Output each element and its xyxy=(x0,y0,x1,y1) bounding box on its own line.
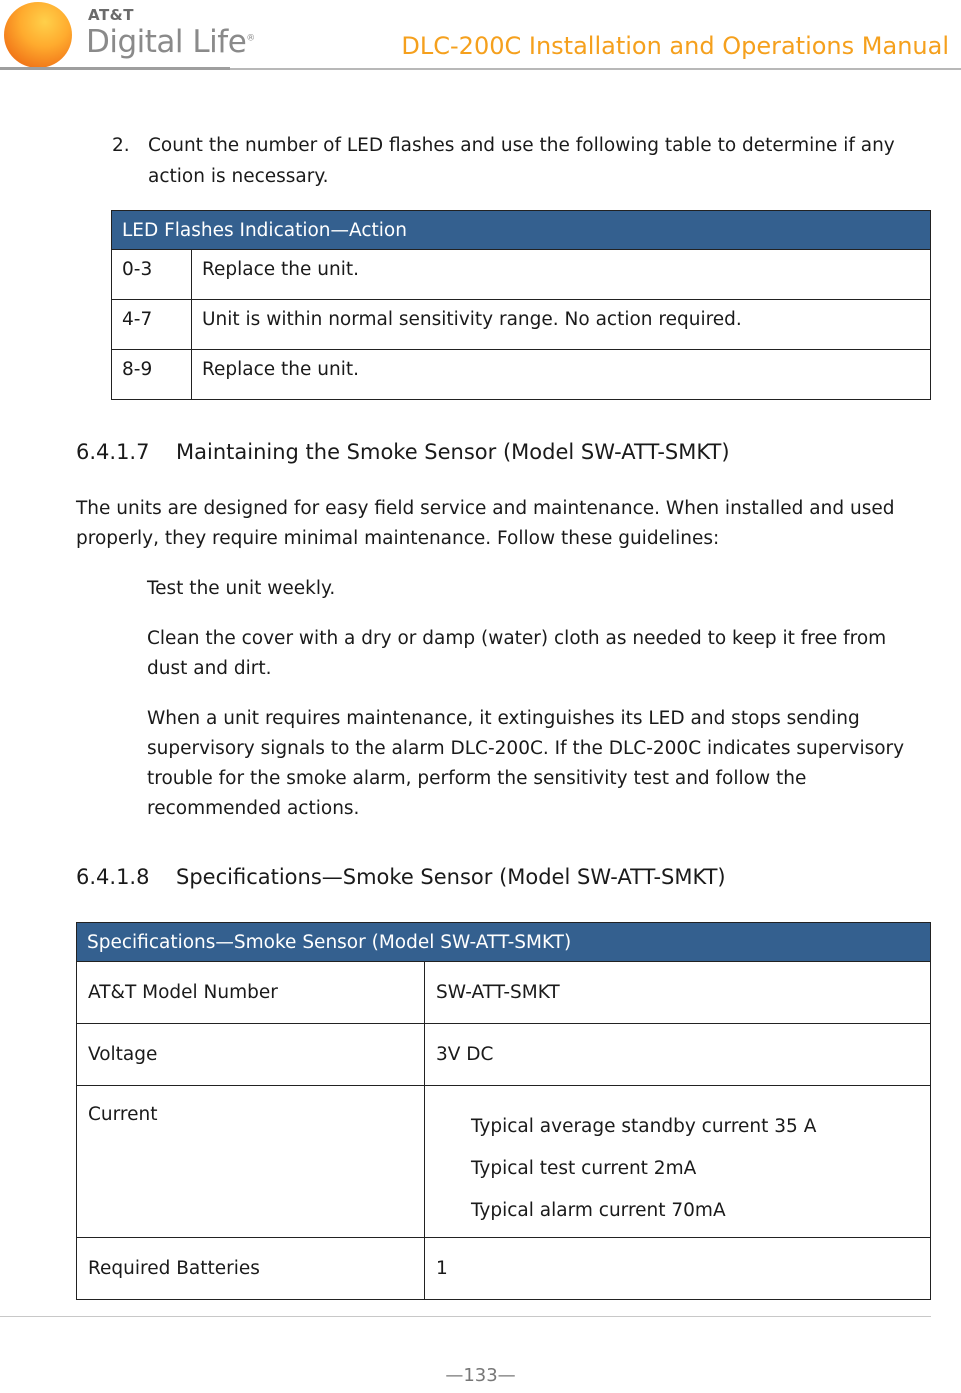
table-row xyxy=(77,1024,931,1086)
spec-label: Current xyxy=(77,1086,425,1238)
table-row xyxy=(77,1238,931,1300)
led-flashes-table xyxy=(111,210,931,400)
current-item: Typical alarm current 70mA xyxy=(471,1200,726,1221)
spec-value: 1 xyxy=(425,1238,931,1300)
section-title: Specifications—Smoke Sensor (Model SW-ATT-SMKT) xyxy=(176,865,726,889)
step-text: Count the number of LED flashes and use the following table to determine if any action is necessary. xyxy=(148,135,895,187)
table-row xyxy=(112,350,931,400)
brand-name: AT&T xyxy=(88,6,134,24)
spec-table-header: Specifications—Smoke Sensor (Model SW-ATT-SMKT) xyxy=(77,923,931,962)
spec-value: SW-ATT-SMKT xyxy=(425,962,931,1024)
manual-title: DLC-200C Installation and Operations Manual xyxy=(401,32,949,60)
section-number: 6.4.1.7 xyxy=(76,440,150,464)
current-item: Typical average standby current 35 A xyxy=(471,1116,817,1137)
att-globe-logo-icon xyxy=(4,2,72,68)
led-action: Replace the unit. xyxy=(192,250,931,300)
table-row xyxy=(77,1086,931,1238)
header-divider-accent xyxy=(0,67,230,70)
table-row xyxy=(112,250,931,300)
spec-label: AT&T Model Number xyxy=(77,962,425,1024)
section-title: Maintaining the Smoke Sensor (Model SW-ATT-SMKT) xyxy=(176,440,730,464)
product-name-text: Digital Life xyxy=(86,24,247,60)
table-row xyxy=(112,300,931,350)
spec-value-list xyxy=(425,1086,931,1238)
section-heading-specifications xyxy=(76,865,726,889)
led-flash-count: 0-3 xyxy=(112,250,192,300)
led-flash-count: 8-9 xyxy=(112,350,192,400)
footer-divider xyxy=(0,1316,931,1317)
led-action: Replace the unit. xyxy=(192,350,931,400)
maintenance-intro: The units are designed for easy field service and maintenance. When installed and used properly, they require minimal maintenance. Follow these guidelines: xyxy=(76,498,895,549)
registered-mark: ® xyxy=(246,33,255,44)
step-number: 2. xyxy=(112,135,130,156)
page-number: —133— xyxy=(445,1365,516,1386)
led-action: Unit is within normal sensitivity range. No action required. xyxy=(192,300,931,350)
led-flash-count: 4-7 xyxy=(112,300,192,350)
guideline-item: Clean the cover with a dry or damp (water) cloth as needed to keep it free from dust and dirt. xyxy=(147,628,887,679)
spec-label: Required Batteries xyxy=(77,1238,425,1300)
specifications-table xyxy=(76,922,931,1300)
section-heading-maintaining xyxy=(76,440,730,464)
guideline-item: When a unit requires maintenance, it extinguishes its LED and stops sending supervisory signals to the alarm DLC-200C. If the DLC-200C indicates supervisory trouble for the smoke alarm, perform the sensitivity test and follow the recommended actions. xyxy=(147,708,905,819)
current-item: Typical test current 2mA xyxy=(471,1158,697,1179)
guideline-item: Test the unit weekly. xyxy=(147,578,336,599)
product-name xyxy=(86,24,255,60)
spec-label: Voltage xyxy=(77,1024,425,1086)
led-table-header: LED Flashes Indication—Action xyxy=(112,211,931,250)
page-header xyxy=(0,0,961,72)
section-number: 6.4.1.8 xyxy=(76,865,150,889)
table-row xyxy=(77,962,931,1024)
spec-value: 3V DC xyxy=(425,1024,931,1086)
